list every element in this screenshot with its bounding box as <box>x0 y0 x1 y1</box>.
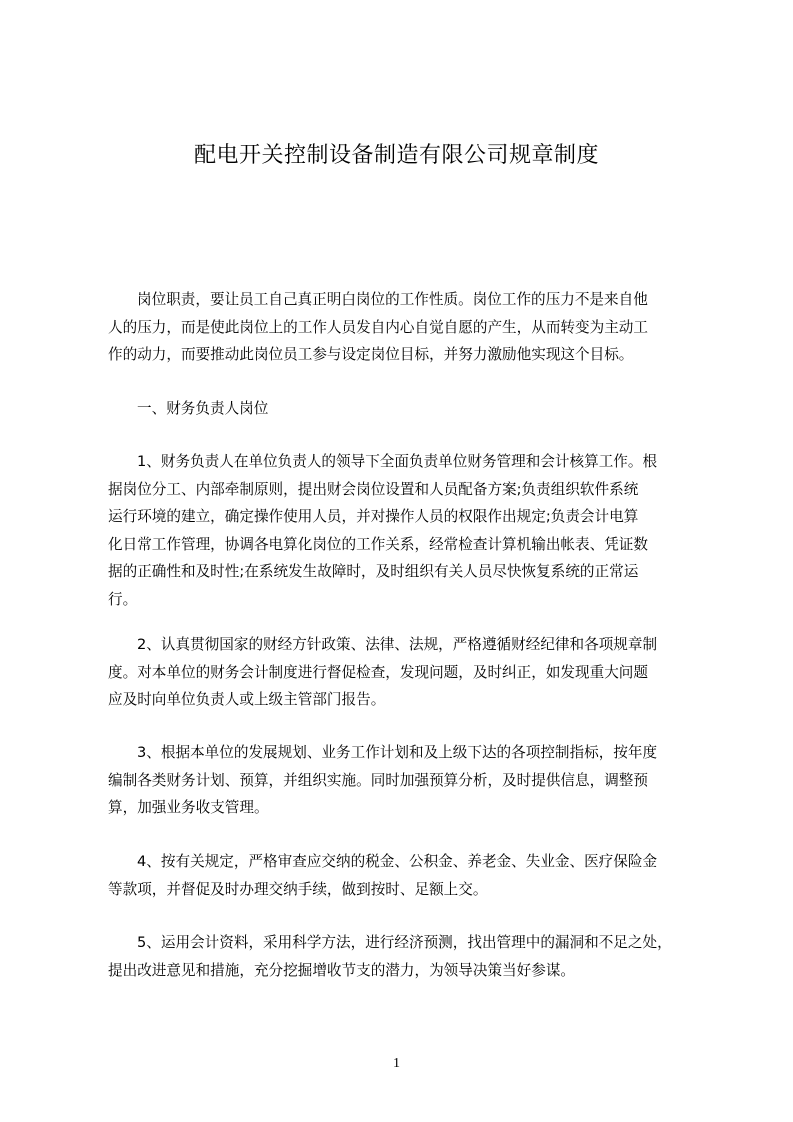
intro-line: 岗位职责，要让员工自己真正明白岗位的工作性质。岗位工作的压力不是来自他 <box>137 291 648 308</box>
intro-line: 作的动力，而要推动此岗位员工参与设定岗位目标，并努力激励他实现这个目标。 <box>108 346 634 363</box>
intro-paragraph <box>108 286 720 369</box>
item1-line: 运行环境的建立，确定操作使用人员，并对操作人员的权限作出规定;负责会计电算 <box>108 508 639 525</box>
item1-line: 据岗位分工、内部牵制原则，提出财会岗位设置和人员配备方案;负责组织软件系统 <box>108 480 639 498</box>
item5-paragraph <box>108 929 720 984</box>
item2-line: 度。对本单位的财务会计制度进行督促检查，发现问题，及时纠正，如发现重大问题 <box>108 663 648 681</box>
item5-line: 5、运用会计资料，采用科学方法，进行经济预测，找出管理中的漏洞和不足之处， <box>137 934 672 951</box>
item3-line: 编制各类财务计划、预算，并组织实施。同时加强预算分析，及时提供信息，调整预 <box>108 771 648 789</box>
item1-line: 1、财务负责人在单位负责人的领导下全面负责单位财务管理和会计核算工作。根 <box>137 453 658 470</box>
item3-paragraph <box>108 739 720 822</box>
item3-line: 3、根据本单位的发展规划、业务工作计划和及上级下达的各项控制指标，按年度 <box>137 744 658 761</box>
item2-line: 2、认真贯彻国家的财经方针政策、法律、法规，严格遵循财经纪律和各项规章制 <box>137 636 658 653</box>
page-number: 1 <box>393 1056 400 1071</box>
item4-paragraph <box>108 848 720 903</box>
item4-line: 4、按有关规定，严格审查应交纳的税金、公积金、养老金、失业金、医疗保险金 <box>137 853 658 870</box>
item5-line: 提出改进意见和措施，充分挖掘增收节支的潜力，为领导决策当好参谋。 <box>108 961 576 979</box>
document-title: 配电开关控制设备制造有限公司规章制度 <box>193 143 599 168</box>
section-heading <box>108 395 720 423</box>
item1-line: 化日常工作管理，协调各电算化岗位的工作关系，经常检查计算机输出帐表、凭证数 <box>108 535 648 553</box>
item3-line: 算，加强业务收支管理。 <box>108 799 269 816</box>
item1-line: 行。 <box>108 590 138 608</box>
item1-paragraph <box>108 448 720 613</box>
item2-line: 应及时向单位负责人或上级主管部门报告。 <box>108 691 386 708</box>
section1-heading: 一、财务负责人岗位 <box>137 400 269 417</box>
item1-line: 据的正确性和及时性;在系统发生故障时，及时组织有关人员尽快恢复系统的正常运 <box>108 563 639 580</box>
intro-line: 人的压力，而是使此岗位上的工作人员发自内心自觉自愿的产生，从而转变为主动工 <box>108 318 648 336</box>
item2-paragraph <box>108 631 720 714</box>
item4-line: 等款项，并督促及时办理交纳手续，做到按时、足额上交。 <box>108 880 488 898</box>
